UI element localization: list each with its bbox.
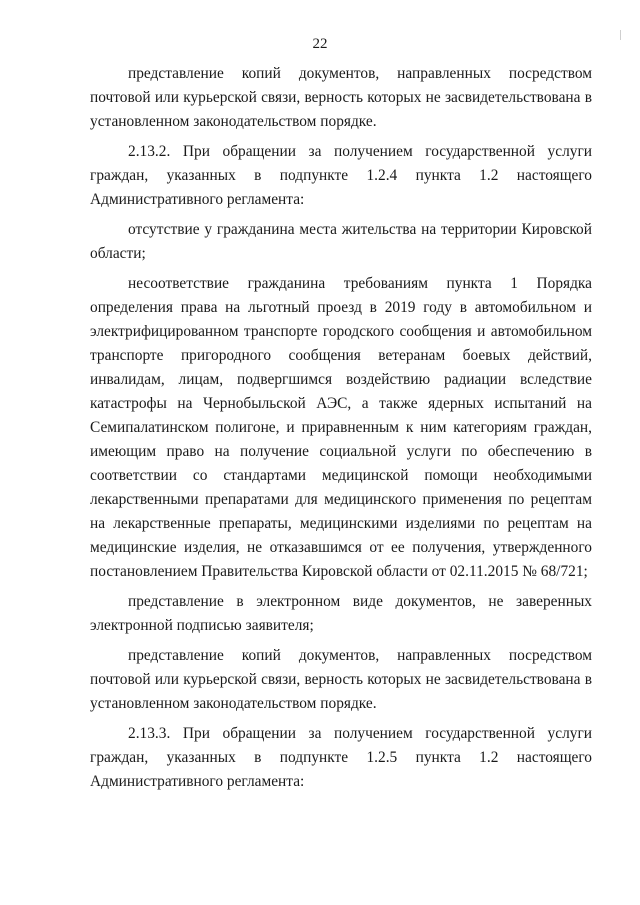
paragraph-copies: представление копий документов, направленных посредством почтовой или курьерской связи, верность которых не засвидетельствована в установленном законодательством порядке. — [90, 647, 592, 712]
paragraph-section-2-13-2: 2.13.2. При обращении за получением государственной услуги граждан, указанных в подпункте 1.2.4 пункта 1.2 настоящего Административного регламента: — [90, 143, 592, 208]
paragraph-electronic-docs: представление в электронном виде документов, не заверенных электронной подписью заявителя; — [90, 593, 592, 634]
document-body — [90, 62, 592, 800]
paragraph-nonconformity: несоответствие гражданина требованиям пункта 1 Порядка определения права на льготный проезд в 2019 году в автомобильном и электрифицированном транспорте городского сообщения и автомобильном транспорте пригородного сообщения ветеранам боевых действий, инвалидам, лицам, подвергшимся воздействию радиации вследствие катастрофы на Чернобыльской АЭС, а также ядерных испытаний на Семипалатинском полигоне, и приравненным к ним категориям граждан, имеющим право на получение социальной услуги по обеспечению в соответствии со стандартами медицинской помощи необходимыми лекарственными препаратами для медицинского применения по рецептам на лекарственные препараты, медицинскими изделиями по рецептам на медицинские изделия, не отказавшимся от ее получения, утвержденного постановлением Правительства Кировской области от 02.11.2015 № 68/721; — [90, 275, 592, 580]
paragraph-continuation: представление копий документов, направленных посредством почтовой или курьерской связи, верность которых не засвидетельствована в установленном законодательством порядке. — [90, 65, 592, 130]
paragraph-section-2-13-3: 2.13.3. При обращении за получением государственной услуги граждан, указанных в подпункте 1.2.5 пункта 1.2 настоящего Административного регламента: — [90, 725, 592, 790]
paragraph-no-residence: отсутствие у гражданина места жительства на территории Кировской области; — [90, 221, 592, 262]
page-number: 22 — [312, 36, 328, 52]
